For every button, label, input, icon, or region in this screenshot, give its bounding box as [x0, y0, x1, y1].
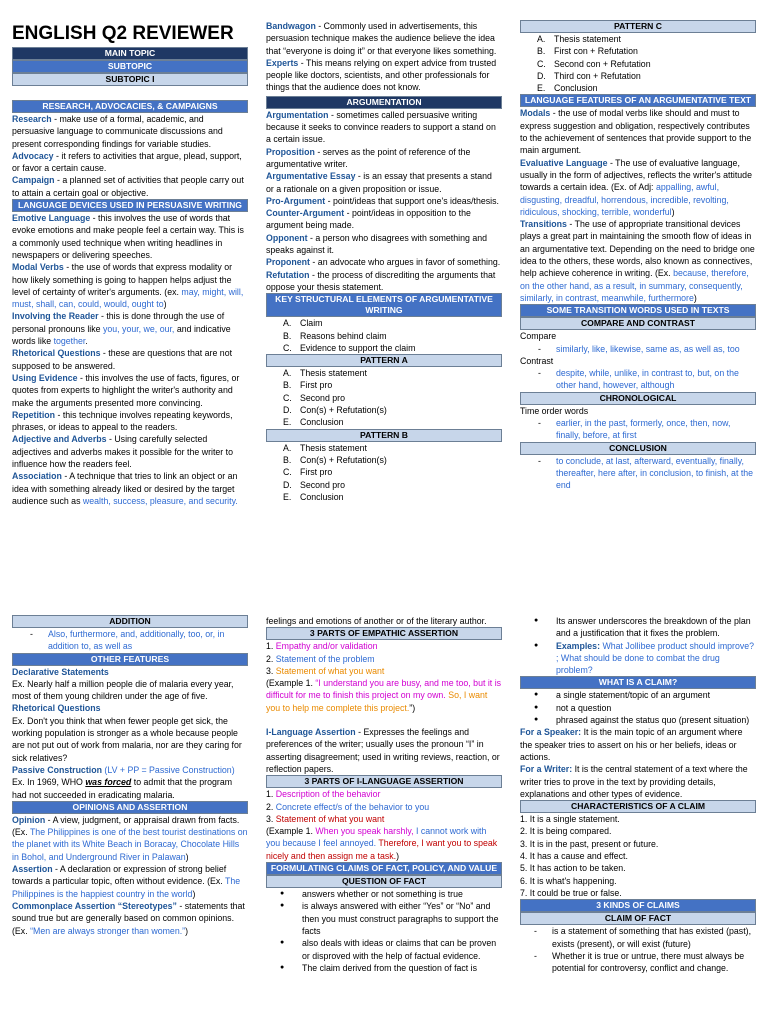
opinions-header: OPINIONS AND ASSERTION [12, 801, 248, 814]
list-item: ● Examples: What Jollibee product should improve? ; What should be done to combat the drug problem? [556, 640, 756, 677]
list-item: A. Thesis statement [283, 442, 367, 453]
list-item: 4. It has a cause and effect. [520, 851, 628, 862]
i-language-part-2: 2. Concrete effect/s of the behavior to you [266, 801, 430, 812]
experts: Experts - This means relying on expert advice from trusted people like doctors, scientists, and other professionals for things that the audience does not know. [266, 57, 497, 93]
list-item: C. First pro [283, 467, 333, 478]
list-item: ● also deals with ideas or claims that can be proven or disproved with the help of factual evidence. [302, 937, 502, 962]
list-item: E. Conclusion [283, 491, 344, 502]
list-item: B. First pro [283, 380, 333, 391]
devices-header: LANGUAGE DEVICES USED IN PERSUASIVE WRITING [12, 199, 248, 212]
column-2-top [266, 20, 502, 503]
list-item: ● Its answer underscores the breakdown of the plan and a justification that it fixes the problem. [556, 615, 756, 640]
list-item: 1. It is a single statement. [520, 814, 620, 825]
structural-header: KEY STRUCTURAL ELEMENTS OF ARGUMENTATIVE WRITING [266, 293, 502, 317]
list-item: 7. It could be true or false. [520, 887, 622, 898]
empathic-header: 3 PARTS OF EMPATHIC ASSERTION [266, 627, 502, 640]
claim-of-fact-list [520, 925, 756, 974]
compare-contrast-header: COMPARE AND CONTRAST [520, 317, 756, 330]
list-item: C. Evidence to support the claim [283, 342, 416, 353]
for-writer: For a Writer: It is the central statement of a text where the writer tries to prove in the text by providing details, explanations and other types of evidence. [520, 764, 748, 799]
transition-words-header: SOME TRANSITION WORDS USED IN TEXTS [520, 304, 756, 317]
advocacy-definition: Advocacy - it refers to activities that argue, plead, support, or favor a certain cause. [12, 150, 242, 174]
pattern-b-list [266, 442, 502, 503]
opponent-def: Opponent - a person who disagrees with something and speaks against it. [266, 232, 488, 256]
pro-argument-def: Pro-Argument - point/ideas that support one's ideas/thesis. [266, 195, 499, 206]
i-language-def: I-Language Assertion - Expresses the feelings and preferences of the writer; usually uses the pronoun “I” in asserting disagreement; used in writing reviews, reaction, or reflection papers. [266, 727, 500, 774]
pattern-b-header: PATTERN B [266, 429, 502, 442]
list-item: - despite, while, unlike, in contrast to, but, on the other hand, however, although [538, 367, 756, 392]
contrast-list [520, 367, 756, 392]
argumentation-header: ARGUMENTATION [266, 96, 502, 109]
list-item: - Whether it is true or untrue, there must always be potential for controversy, conflict and change. [534, 950, 756, 975]
rhetorical-term: Rhetorical Questions [12, 703, 101, 714]
modals-def: Modals - the use of modal verbs like should and must to express suggestion and obligation, respectively contributes to the achievement of sentences that provide support to the main argument. [520, 108, 752, 156]
list-item: E. Conclusion [537, 83, 598, 94]
list-item: D. Second pro [283, 479, 345, 490]
for-speaker: For a Speaker: It is the main topic of an argument where the speaker tries to assert on his or her beliefs, ideas or actions. [520, 727, 743, 762]
list-item: - to conclude, at last, afterward, eventually, finally, thereafter, here after, in conclusion, to finish, at the end [538, 455, 756, 492]
legend-subtopic-i: SUBTOPIC I [12, 73, 248, 86]
pattern-c-header: PATTERN C [520, 20, 756, 33]
claims-header: FORMULATING CLAIMS OF FACT, POLICY, AND VALUE [266, 862, 502, 875]
list-item: A. Thesis statement [537, 34, 621, 44]
list-item: A. Claim [283, 318, 323, 329]
proposition-def: Proposition - serves as the point of reference of the argumentative writer. [266, 146, 471, 169]
rhetorical-example: Ex. Don't you think that when fewer people get sick, the working population is stronger as a whole because people are not put out of work from malaria, nor are they caring for sick relatives? [12, 715, 242, 763]
features-header: LANGUAGE FEATURES OF AN ARGUMENTATIVE TEXT [520, 94, 756, 107]
declarative-example: Ex. Nearly half a million people die of malaria every year, most of them young children under the age of five. [12, 678, 234, 702]
empathic-intro: feelings and emotions of another or of the literary author. [266, 616, 487, 626]
list-item: B. First con + Refutation [537, 46, 638, 57]
compare-list [520, 343, 756, 355]
list-item: ● answers whether or not something is true [302, 888, 502, 900]
argumentative-essay-def: Argumentative Essay - is an essay that presents a stand or a rationale on a given proposition or issue. [266, 171, 492, 194]
compare-label: Compare [520, 331, 557, 342]
list-item: 5. It has action to be taken. [520, 863, 626, 874]
association: Association - A technique that tries to link an object or an idea with something already liked or desired by the target audience such as wealth, success, pleasure, and security. [12, 471, 238, 506]
research-header: RESEARCH, ADVOCACIES, & CAMPAIGNS [12, 100, 248, 113]
list-item: E. Conclusion [283, 417, 344, 428]
list-item: ● The claim derived from the question of fact is [302, 962, 502, 974]
column-1-top [12, 22, 248, 507]
involving-reader: Involving the Reader - this is done through the use of personal pronouns like you, your, we, our, and indicative words like together. [12, 311, 231, 347]
addition-header: ADDITION [12, 615, 248, 628]
list-item: 6. It is what's happening. [520, 875, 617, 886]
list-item: - Also, furthermore, and, additionally, too, or, in addition to, as well as [30, 628, 248, 653]
list-item: D. Third con + Refutation [537, 70, 641, 81]
counter-argument-def: Counter-Argument - point/ideas in opposition to the argument being made. [266, 208, 471, 231]
pattern-c-list [520, 33, 756, 94]
conclusion-list [520, 455, 756, 492]
list-item: ● is always answered with either “Yes” or “No” and then you must construct paragraphs to support the facts [302, 900, 502, 937]
research-definition: Research - make use of a formal, academic, and persuasive language to communicate discussions and present corresponding findings for variable studies. [12, 114, 223, 149]
opinion-def: Opinion - A view, judgment, or appraisal drawn from facts. (Ex. The Philippines is one of the best tourist destinations on the planet with its White Beach in Boracay, Chocolate Hills in Bohol, and Underground River in Palawan) [12, 814, 248, 862]
page-title: ENGLISH Q2 REVIEWER [12, 23, 234, 44]
question-of-fact-header: QUESTION OF FACT [266, 875, 502, 888]
pattern-a-header: PATTERN A [266, 354, 502, 367]
modal-verbs: Modal Verbs - the use of words that express modality or how likely something is going to happen helps adjust the level of certainty of writer's arguments. (ex. may, might, will, must, shall, can, could, would, ought to) [12, 262, 244, 310]
passive-construction: Passive Construction (LV + PP = Passive Construction) [12, 764, 235, 775]
list-item: - earlier, in the past, formerly, once, then, now, finally, before, at first [538, 417, 756, 442]
empathic-part-2: 2. Statement of the problem [266, 653, 375, 664]
campaign-definition: Campaign - a planned set of activities that people carry out to attain a certain goal or objective. [12, 175, 244, 198]
commonplace-def: Commonplace Assertion “Stereotypes” - statements that sound true but are generally based on common opinions. (Ex. “Men are always stronger than women.”) [12, 900, 245, 936]
list-item: 3. It is in the past, present or future. [520, 838, 659, 849]
legend-subtopic: SUBTOPIC [12, 60, 248, 73]
list-item: B. Con(s) + Refutation(s) [283, 454, 387, 465]
policy-list [520, 615, 756, 676]
using-evidence: Using Evidence - this involves the use of facts, figures, or quotes from experts to highlight the writer's authority and make the arguments presented more convincing. [12, 372, 240, 408]
empathic-part-1: 1. Empathy and/or validation [266, 641, 378, 652]
refutation-def: Refutation - the process of discrediting the arguments that oppose your thesis statement. [266, 269, 496, 292]
list-item: C. Second con + Refutation [537, 58, 651, 69]
claim-of-fact-header: CLAIM OF FACT [520, 912, 756, 925]
conclusion-header: CONCLUSION [520, 442, 756, 455]
chronological-header: CHRONOLOGICAL [520, 392, 756, 405]
bandwagon: Bandwagon - Commonly used in advertisements, this persuasion technique makes the audience believe the idea that “everyone is doing it” or that everyone likes something. [266, 21, 497, 56]
list-item: ● a single statement/topic of an argument [556, 689, 756, 701]
empathic-example: (Example 1. “I understand you are busy, and me too, but it is difficult for me to finish this project on my own. So, I want you to help me complete this project.”) [266, 678, 502, 713]
i-language-part-3: 3. Statement of what you want [266, 813, 385, 824]
list-item: C. Second pro [283, 392, 345, 403]
declarative-term: Declarative Statements [12, 666, 109, 677]
list-item: B. Reasons behind claim [283, 330, 387, 341]
adjective-adverbs: Adjective and Adverbs - Using carefully selected adjectives and adverbs makes it possible for the writer to influence how the readers feel. [12, 434, 234, 470]
emotive-language: Emotive Language - this involves the use of words that evoke emotions and make people feel a certain way. This is a commonly used technique when writing headlines in newspapers or delivering speeches. [12, 213, 244, 260]
evaluative-def: Evaluative Language - The use of evaluative language, usually in the form of adjectives, reflects the writer's attitude towards a certain idea. (Ex. of Adj: appalling, awful, disgusting, dreadful, horrendous, incredible, revolting, ridiculous, shocking, terrible, wonderful) [520, 157, 752, 217]
transitions-def: Transitions - The use of appropriate transitional devices plays a great part in maintaining the smooth flow of ideas in an argumentative text. Depending on the need to bridge one idea to the others, these words, also known as connectives, help achieve coherence in writing. (Ex. because, therefore, on the other hand, as a result, in summary, consequently, similarly, in contrast, meanwhile, furthermore) [520, 219, 755, 303]
addition-list [12, 628, 248, 653]
other-features-header: OTHER FEATURES [12, 653, 248, 666]
i-language-part-1: 1. Description of the behavior [266, 789, 381, 800]
passive-example: Ex. In 1969, WHO was forced to admit that the program had not succeeded in eradicating malaria. [12, 777, 233, 800]
column-2-bottom [266, 615, 502, 974]
question-of-fact-list [266, 888, 502, 974]
column-3-bottom [520, 615, 756, 974]
list-item: ● not a question [556, 702, 756, 714]
assertion-def: Assertion - A declaration or expression of strong belief towards a particular topic, often without evidence. (Ex. The Philippines is the happiest country in the world) [12, 864, 241, 899]
repetition: Repetition - this technique involves repeating keywords, phrases, or ideas to appeal to the readers. [12, 409, 233, 433]
list-item: 2. It is being compared. [520, 826, 612, 837]
rhetorical-questions: Rhetorical Questions - these are questions that are not supposed to be answered. [12, 348, 233, 371]
i-language-example: (Example 1. When you speak harshly, I cannot work with you because I feel annoyed. Therefore, I want you to speak nicely and then assign me a task.) [266, 826, 498, 861]
i-language-header: 3 PARTS OF I-LANGUAGE ASSERTION [266, 775, 502, 788]
column-3-top [520, 20, 756, 492]
contrast-label: Contrast [520, 355, 554, 366]
characteristics-header: CHARACTERISTICS OF A CLAIM [520, 800, 756, 813]
time-order-label: Time order words [520, 405, 589, 416]
column-1-bottom [12, 615, 248, 937]
argumentation-def: Argumentation - sometimes called persuasive writing because it seeks to convince readers to support a stand on a certain issue. [266, 109, 496, 145]
what-is-claim-header: WHAT IS A CLAIM? [520, 676, 756, 689]
list-item: ● phrased against the status quo (present situation) [556, 714, 756, 726]
pattern-a-list [266, 367, 502, 428]
list-item: A. Thesis statement [283, 368, 367, 379]
proponent-def: Proponent - an advocate who argues in favor of something. [266, 257, 501, 268]
empathic-part-3: 3. Statement of what you want [266, 665, 385, 676]
structural-list [266, 317, 502, 354]
kinds-of-claims-header: 3 KINDS OF CLAIMS [520, 899, 756, 912]
claim-list [520, 689, 756, 726]
legend-main-topic: MAIN TOPIC [12, 47, 248, 60]
list-item: - is a statement of something that has existed (past), exists (present), or will exist (future) [534, 925, 756, 950]
list-item: D. Con(s) + Refutation(s) [283, 405, 387, 416]
chrono-list [520, 417, 756, 442]
list-item: - similarly, like, likewise, same as, as well as, too [538, 343, 756, 355]
